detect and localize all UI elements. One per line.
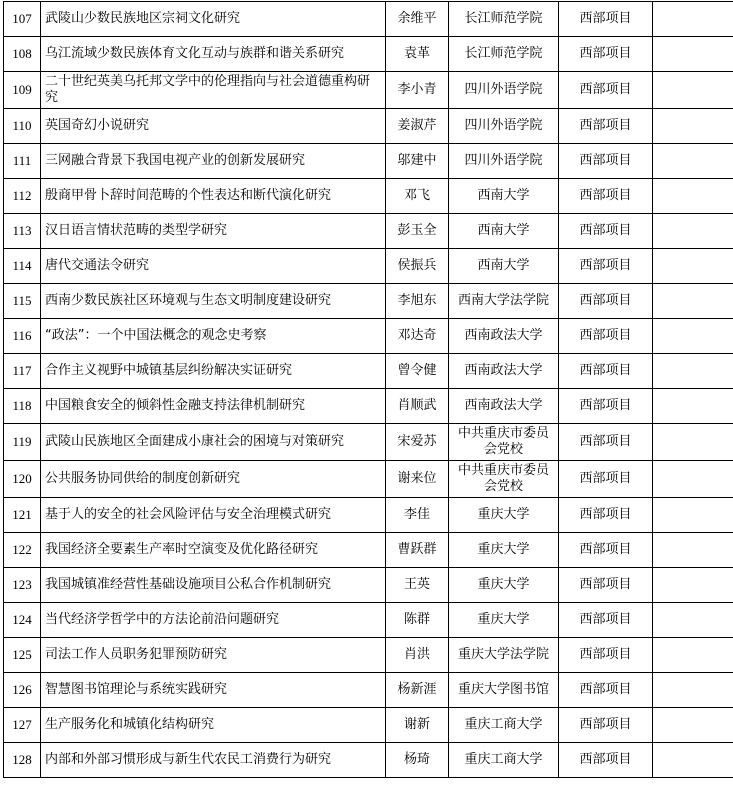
project-title-cell: 武陵山少数民族地区宗祠文化研究 bbox=[41, 2, 386, 37]
project-title-cell: 我国经济全要素生产率时空演变及优化路径研究 bbox=[41, 533, 386, 568]
institution-cell: 中共重庆市委员会党校 bbox=[449, 424, 559, 461]
table-row bbox=[4, 72, 733, 109]
row-number-cell: 117 bbox=[4, 354, 41, 389]
empty-cell bbox=[653, 72, 733, 109]
project-leader-cell: 曾令健 bbox=[386, 354, 449, 389]
project-leader-cell: 袁革 bbox=[386, 37, 449, 72]
project-leader-cell: 余维平 bbox=[386, 2, 449, 37]
project-leader-cell: 彭玉全 bbox=[386, 214, 449, 249]
institution-cell: 重庆大学 bbox=[449, 568, 559, 603]
institution-cell: 四川外语学院 bbox=[449, 144, 559, 179]
row-number-cell: 108 bbox=[4, 37, 41, 72]
project-leader-cell: 李旭东 bbox=[386, 284, 449, 319]
project-type-cell: 西部项目 bbox=[559, 319, 653, 354]
project-type-cell: 西部项目 bbox=[559, 533, 653, 568]
project-title-cell: 智慧图书馆理论与系统实践研究 bbox=[41, 673, 386, 708]
project-leader-cell: 李佳 bbox=[386, 498, 449, 533]
project-title-cell: 武陵山民族地区全面建成小康社会的困境与对策研究 bbox=[41, 424, 386, 461]
institution-cell: 西南大学 bbox=[449, 179, 559, 214]
project-title-cell: 乌江流域少数民族体育文化互动与族群和谐关系研究 bbox=[41, 37, 386, 72]
table-row bbox=[4, 214, 733, 249]
row-number-cell: 110 bbox=[4, 109, 41, 144]
projects-table bbox=[3, 1, 733, 778]
table-row bbox=[4, 533, 733, 568]
project-leader-cell: 邓达奇 bbox=[386, 319, 449, 354]
institution-cell: 西南大学 bbox=[449, 249, 559, 284]
empty-cell bbox=[653, 743, 733, 778]
project-leader-cell: 邬建中 bbox=[386, 144, 449, 179]
table-row bbox=[4, 284, 733, 319]
project-leader-cell: 曹跃群 bbox=[386, 533, 449, 568]
row-number-cell: 107 bbox=[4, 2, 41, 37]
project-leader-cell: 侯振兵 bbox=[386, 249, 449, 284]
empty-cell bbox=[653, 37, 733, 72]
table-row bbox=[4, 603, 733, 638]
table-body bbox=[4, 2, 733, 778]
institution-cell: 西南政法大学 bbox=[449, 389, 559, 424]
table-row bbox=[4, 389, 733, 424]
empty-cell bbox=[653, 708, 733, 743]
project-type-cell: 西部项目 bbox=[559, 354, 653, 389]
project-title-cell: 公共服务协同供给的制度创新研究 bbox=[41, 461, 386, 498]
table-row bbox=[4, 249, 733, 284]
institution-cell: 西南政法大学 bbox=[449, 354, 559, 389]
row-number-cell: 125 bbox=[4, 638, 41, 673]
institution-cell: 中共重庆市委员会党校 bbox=[449, 461, 559, 498]
empty-cell bbox=[653, 319, 733, 354]
table-row bbox=[4, 461, 733, 498]
row-number-cell: 122 bbox=[4, 533, 41, 568]
project-title-cell: 汉日语言情状范畴的类型学研究 bbox=[41, 214, 386, 249]
table-row bbox=[4, 354, 733, 389]
table-row bbox=[4, 743, 733, 778]
row-number-cell: 124 bbox=[4, 603, 41, 638]
project-title-cell: 三网融合背景下我国电视产业的创新发展研究 bbox=[41, 144, 386, 179]
empty-cell bbox=[653, 214, 733, 249]
row-number-cell: 109 bbox=[4, 72, 41, 109]
project-type-cell: 西部项目 bbox=[559, 638, 653, 673]
row-number-cell: 115 bbox=[4, 284, 41, 319]
project-leader-cell: 肖洪 bbox=[386, 638, 449, 673]
empty-cell bbox=[653, 2, 733, 37]
project-type-cell: 西部项目 bbox=[559, 214, 653, 249]
project-type-cell: 西部项目 bbox=[559, 179, 653, 214]
row-number-cell: 118 bbox=[4, 389, 41, 424]
empty-cell bbox=[653, 533, 733, 568]
project-leader-cell: 杨琦 bbox=[386, 743, 449, 778]
institution-cell: 西南大学法学院 bbox=[449, 284, 559, 319]
table-row bbox=[4, 179, 733, 214]
row-number-cell: 114 bbox=[4, 249, 41, 284]
row-number-cell: 127 bbox=[4, 708, 41, 743]
table-row bbox=[4, 568, 733, 603]
project-title-cell: 当代经济学哲学中的方法论前沿问题研究 bbox=[41, 603, 386, 638]
row-number-cell: 128 bbox=[4, 743, 41, 778]
empty-cell bbox=[653, 109, 733, 144]
project-leader-cell: 谢来位 bbox=[386, 461, 449, 498]
empty-cell bbox=[653, 249, 733, 284]
project-type-cell: 西部项目 bbox=[559, 37, 653, 72]
project-leader-cell: 王英 bbox=[386, 568, 449, 603]
institution-cell: 重庆工商大学 bbox=[449, 743, 559, 778]
table-row bbox=[4, 498, 733, 533]
project-title-cell: 西南少数民族社区环境观与生态文明制度建设研究 bbox=[41, 284, 386, 319]
institution-cell: 重庆大学 bbox=[449, 498, 559, 533]
project-leader-cell: 姜淑芹 bbox=[386, 109, 449, 144]
row-number-cell: 112 bbox=[4, 179, 41, 214]
table-row bbox=[4, 708, 733, 743]
row-number-cell: 121 bbox=[4, 498, 41, 533]
institution-cell: 重庆大学 bbox=[449, 533, 559, 568]
project-title-cell: 英国奇幻小说研究 bbox=[41, 109, 386, 144]
table-row bbox=[4, 2, 733, 37]
project-title-cell: 殷商甲骨卜辞时间范畴的个性表达和断代演化研究 bbox=[41, 179, 386, 214]
row-number-cell: 120 bbox=[4, 461, 41, 498]
empty-cell bbox=[653, 354, 733, 389]
row-number-cell: 111 bbox=[4, 144, 41, 179]
empty-cell bbox=[653, 424, 733, 461]
institution-cell: 长江师范学院 bbox=[449, 37, 559, 72]
empty-cell bbox=[653, 673, 733, 708]
table-row bbox=[4, 144, 733, 179]
row-number-cell: 126 bbox=[4, 673, 41, 708]
row-number-cell: 123 bbox=[4, 568, 41, 603]
project-leader-cell: 邓飞 bbox=[386, 179, 449, 214]
institution-cell: 长江师范学院 bbox=[449, 2, 559, 37]
institution-cell: 重庆工商大学 bbox=[449, 708, 559, 743]
table-row bbox=[4, 319, 733, 354]
project-type-cell: 西部项目 bbox=[559, 568, 653, 603]
project-leader-cell: 肖顺武 bbox=[386, 389, 449, 424]
project-type-cell: 西部项目 bbox=[559, 389, 653, 424]
project-type-cell: 西部项目 bbox=[559, 72, 653, 109]
project-title-cell: 基于人的安全的社会风险评估与安全治理模式研究 bbox=[41, 498, 386, 533]
project-title-cell: 生产服务化和城镇化结构研究 bbox=[41, 708, 386, 743]
row-number-cell: 119 bbox=[4, 424, 41, 461]
project-leader-cell: 谢新 bbox=[386, 708, 449, 743]
empty-cell bbox=[653, 603, 733, 638]
empty-cell bbox=[653, 568, 733, 603]
institution-cell: 西南大学 bbox=[449, 214, 559, 249]
project-leader-cell: 杨新涯 bbox=[386, 673, 449, 708]
institution-cell: 四川外语学院 bbox=[449, 109, 559, 144]
project-leader-cell: 宋爱苏 bbox=[386, 424, 449, 461]
project-type-cell: 西部项目 bbox=[559, 708, 653, 743]
project-type-cell: 西部项目 bbox=[559, 673, 653, 708]
project-type-cell: 西部项目 bbox=[559, 109, 653, 144]
project-type-cell: 西部项目 bbox=[559, 284, 653, 319]
project-title-cell: 唐代交通法令研究 bbox=[41, 249, 386, 284]
project-type-cell: 西部项目 bbox=[559, 2, 653, 37]
empty-cell bbox=[653, 461, 733, 498]
institution-cell: 西南政法大学 bbox=[449, 319, 559, 354]
project-type-cell: 西部项目 bbox=[559, 498, 653, 533]
project-type-cell: 西部项目 bbox=[559, 249, 653, 284]
project-title-cell: 司法工作人员职务犯罪预防研究 bbox=[41, 638, 386, 673]
empty-cell bbox=[653, 144, 733, 179]
table-row bbox=[4, 673, 733, 708]
project-leader-cell: 陈群 bbox=[386, 603, 449, 638]
project-title-cell: 合作主义视野中城镇基层纠纷解决实证研究 bbox=[41, 354, 386, 389]
table-row bbox=[4, 109, 733, 144]
table-row bbox=[4, 424, 733, 461]
institution-cell: 四川外语学院 bbox=[449, 72, 559, 109]
project-type-cell: 西部项目 bbox=[559, 743, 653, 778]
institution-cell: 重庆大学图书馆 bbox=[449, 673, 559, 708]
table-row bbox=[4, 638, 733, 673]
project-title-cell: 中国粮食安全的倾斜性金融支持法律机制研究 bbox=[41, 389, 386, 424]
empty-cell bbox=[653, 638, 733, 673]
project-title-cell: 内部和外部习惯形成与新生代农民工消费行为研究 bbox=[41, 743, 386, 778]
project-leader-cell: 李小青 bbox=[386, 72, 449, 109]
project-type-cell: 西部项目 bbox=[559, 461, 653, 498]
empty-cell bbox=[653, 179, 733, 214]
empty-cell bbox=[653, 389, 733, 424]
row-number-cell: 113 bbox=[4, 214, 41, 249]
table-row bbox=[4, 37, 733, 72]
empty-cell bbox=[653, 284, 733, 319]
project-type-cell: 西部项目 bbox=[559, 603, 653, 638]
project-type-cell: 西部项目 bbox=[559, 424, 653, 461]
project-title-cell: 我国城镇准经营性基础设施项目公私合作机制研究 bbox=[41, 568, 386, 603]
row-number-cell: 116 bbox=[4, 319, 41, 354]
institution-cell: 重庆大学法学院 bbox=[449, 638, 559, 673]
project-title-cell: “政法”：一个中国法概念的观念史考察 bbox=[41, 319, 386, 354]
institution-cell: 重庆大学 bbox=[449, 603, 559, 638]
project-type-cell: 西部项目 bbox=[559, 144, 653, 179]
project-title-cell: 二十世纪英美乌托邦文学中的伦理指向与社会道德重构研究 bbox=[41, 72, 386, 109]
empty-cell bbox=[653, 498, 733, 533]
